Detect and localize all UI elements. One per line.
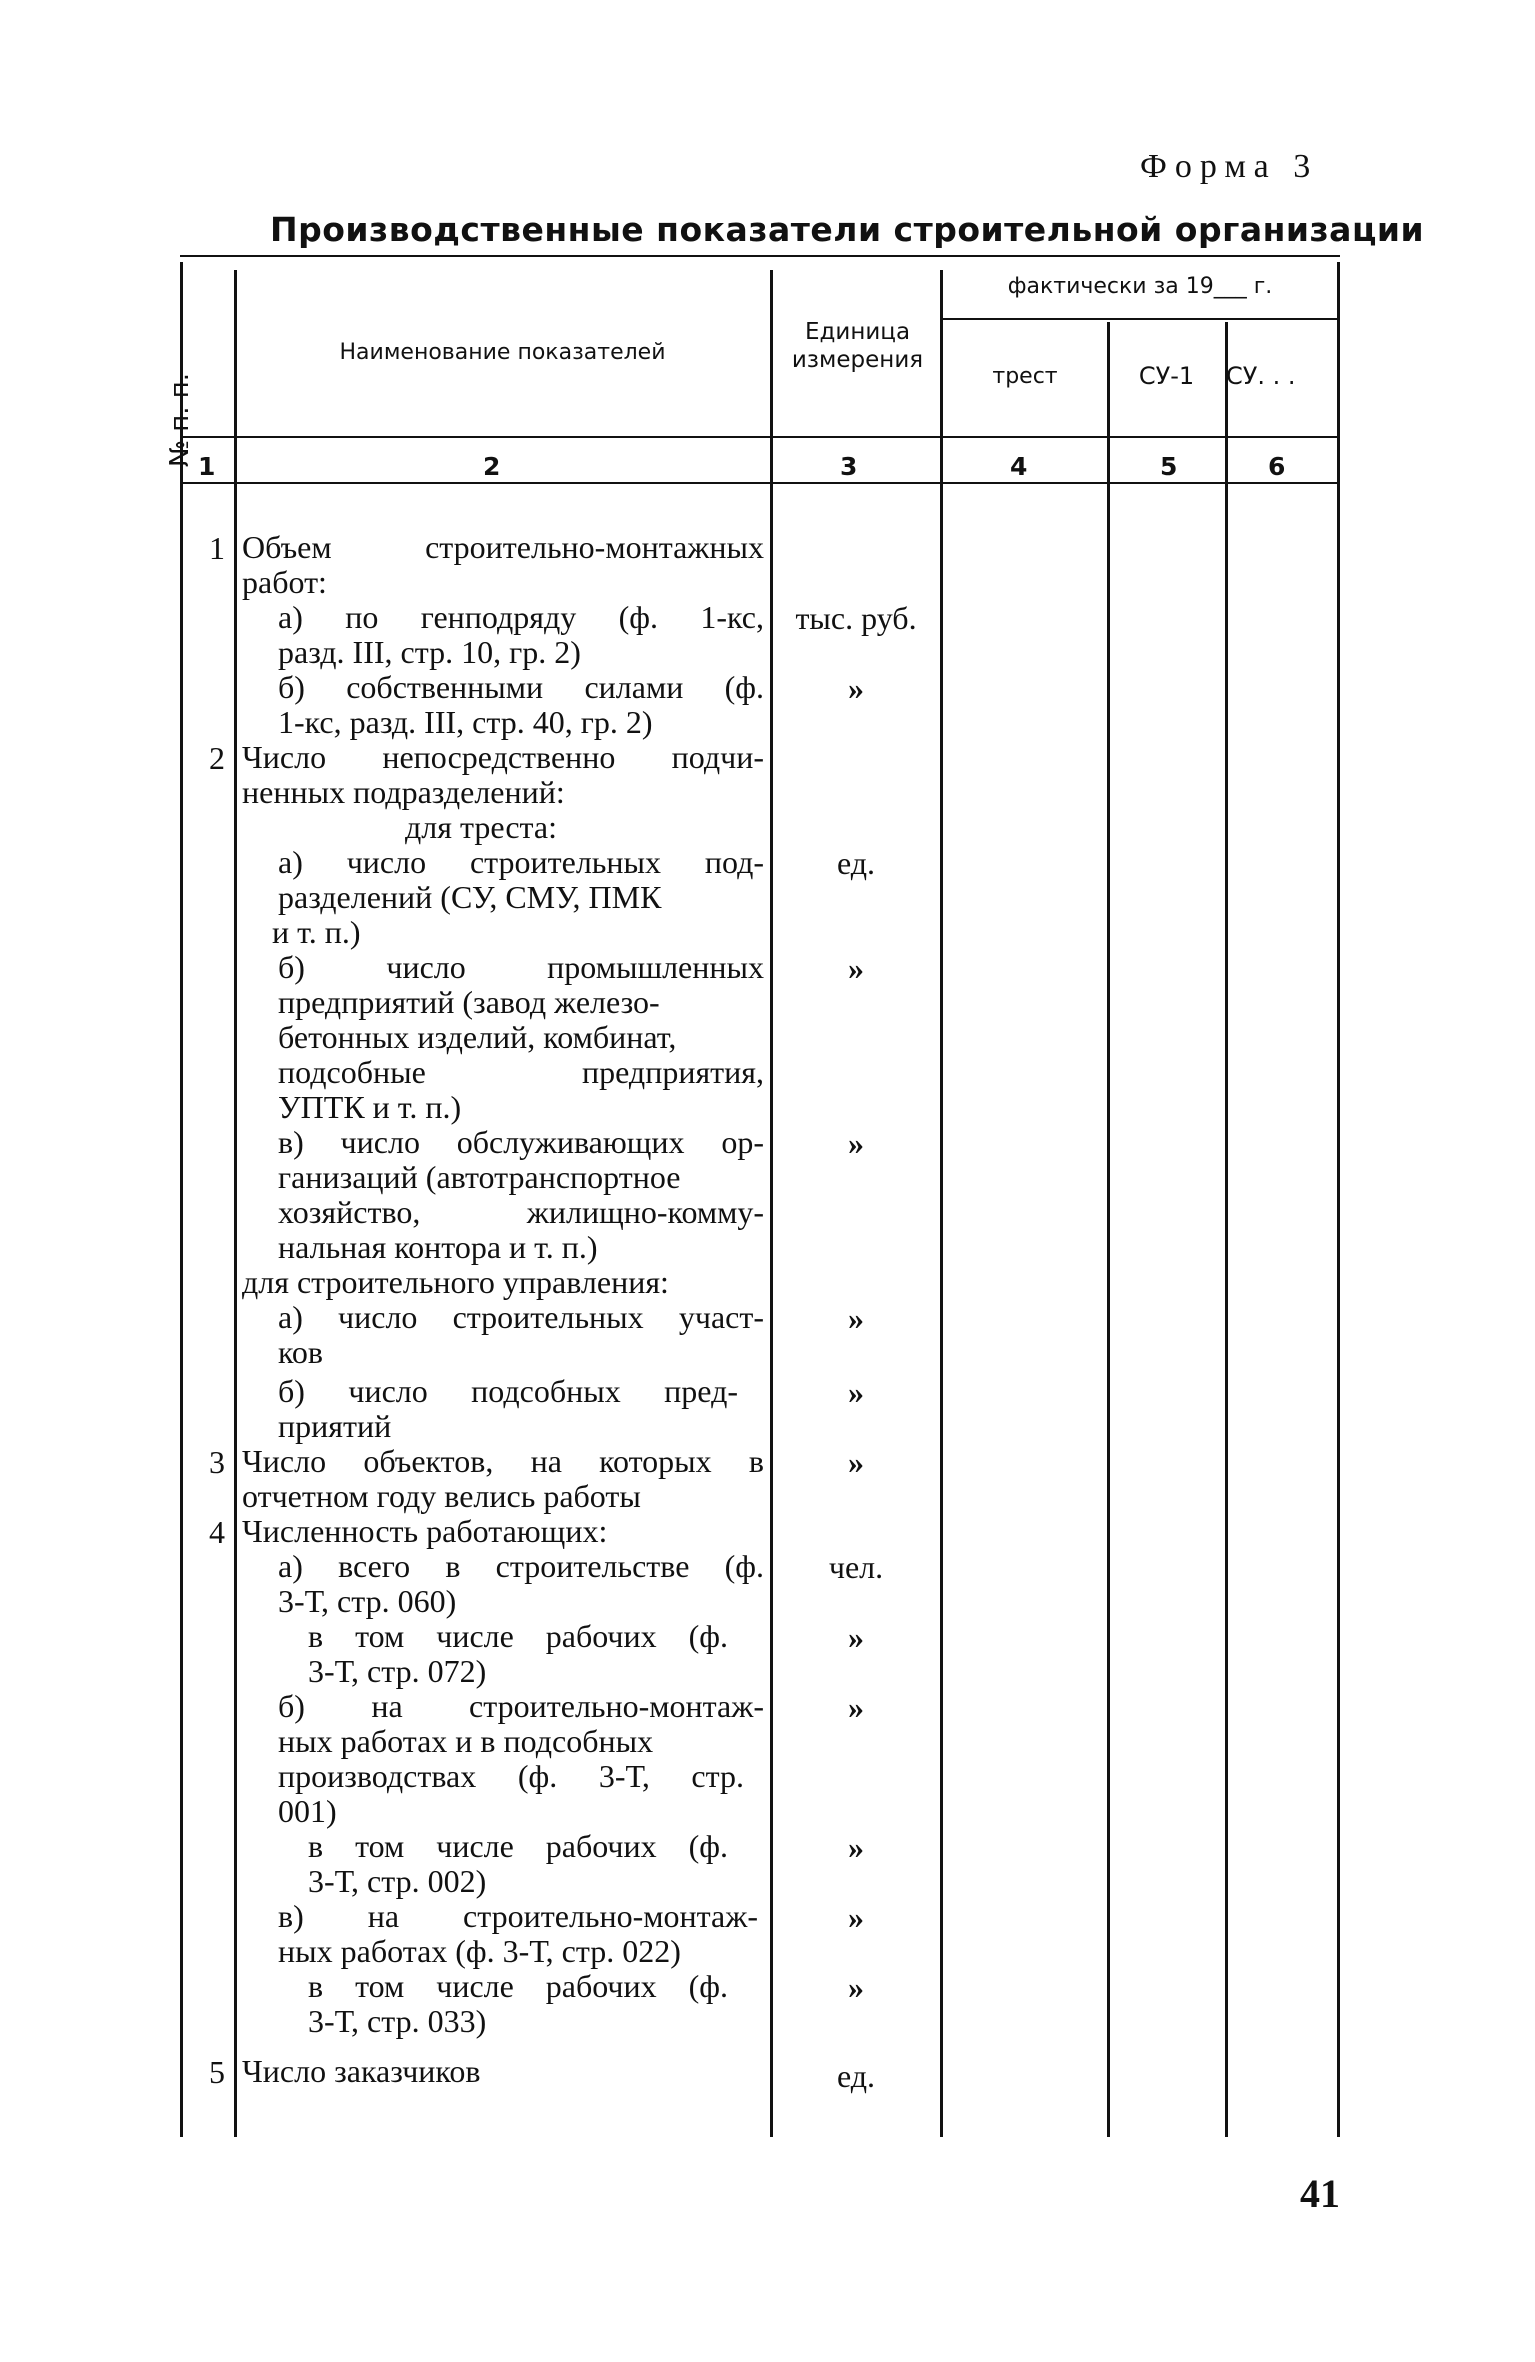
text-line: а) всего в строительстве (ф.: [278, 1548, 764, 1584]
header-name-col: Наименование показателей: [339, 340, 666, 365]
row-number: 1: [209, 530, 225, 566]
text-line: б) число промышленных: [278, 949, 764, 985]
unit-value: »: [848, 1829, 864, 1865]
text-line: 001): [278, 1793, 337, 1829]
text-line: работ:: [242, 564, 327, 600]
document-page: Форма 3 Производственные показатели строительной организации № п. п. Наименование показателей Единица измерения фактически за 19___ г. трест СУ-1 СУ. . . 1 2 3 4 5 6 1 2 3 4 5 Объем строительно-монтажных работ: а) по генподряду (ф. 1-кс, разд. III, стр. 10, гр. 2) б) собственными силами (ф. 1-кс, разд. III, стр. 40, гр. 2) Число непосредственно подчи- ненных подразделений: для треста: а) число строительных под- разделений (СУ, СМУ, ПМК и т. п.) б) число промышленных предприятий (завод железо- бетонных изделий, комбинат, подсобные предприятия, УПТК и т. п.) в) число обслуживающих ор- ганизаций (автотранспортное хозяйство, жилищно-комму- нальная контора и т. п.) для строительного управления: а) число строительных участ- ков б) число подсобных пред- приятий Число объектов, на которых в отчетном году велись работы Численность работающих: а) всего в строительстве (ф. 3-Т, стр. 060) в том числе рабочих (ф. 3-Т, стр. 072) б) на строительно-монтаж- ных работах и в подсобных производствах (ф. 3-Т, стр. 001) в том числе рабочих (ф. 3-Т, стр. 002) в) на строительно-монтаж- ных работах (ф. 3-Т, стр. 022) в том числе рабочих (ф. 3-Т, стр. 033) Число заказчиков тыс. руб. » ед. » » » » » чел. » » » » » ед. 41: [165, 148, 1425, 2216]
text-line: а) число строительных участ-: [278, 1299, 764, 1335]
page-number: 41: [1300, 2171, 1340, 2216]
text-line: в) на строительно-монтаж-: [278, 1898, 758, 1934]
unit-value: »: [848, 1969, 864, 2005]
text-line: ненных подразделений:: [242, 774, 565, 810]
unit-value: »: [848, 1125, 864, 1161]
row-number: 4: [209, 1514, 225, 1550]
text-line: 3-Т, стр. 060): [278, 1583, 457, 1619]
text-line: разделений (СУ, СМУ, ПМК: [278, 879, 662, 915]
header-trust: трест: [992, 364, 1058, 389]
col-divider-4: [1107, 322, 1110, 2137]
unit-value: »: [848, 1300, 864, 1336]
header-bottom-rule: [180, 436, 1337, 438]
col-divider-3: [940, 270, 943, 2137]
text-line: 1-кс, разд. III, стр. 40, гр. 2): [278, 704, 653, 740]
unit-value: тыс. руб.: [795, 600, 917, 636]
group-rule: [940, 318, 1337, 320]
text-line: б) число подсобных пред-: [278, 1373, 738, 1409]
text-line: а) по генподряду (ф. 1-кс,: [278, 599, 764, 635]
text-line: в том числе рабочих (ф.: [308, 1968, 728, 2004]
text-line: ганизаций (автотранспортное: [278, 1159, 681, 1195]
text-line: ков: [278, 1334, 324, 1370]
text-line: ных работах и в подсобных: [278, 1723, 654, 1759]
text-line: в) число обслуживающих ор-: [278, 1124, 764, 1160]
row-number: 5: [209, 2054, 225, 2090]
unit-value: »: [848, 1374, 864, 1410]
text-line: приятий: [278, 1408, 392, 1444]
text-line: Численность работающих:: [242, 1513, 608, 1549]
unit-value: »: [848, 1689, 864, 1725]
text-line: для строительного управления:: [242, 1264, 669, 1300]
text-line: бетонных изделий, комбинат,: [278, 1019, 677, 1055]
text-line: б) на строительно-монтаж-: [278, 1688, 764, 1724]
page-title: Производственные показатели строительной организации: [270, 210, 1425, 249]
unit-value: »: [848, 950, 864, 986]
col-number: 6: [1268, 452, 1286, 481]
unit-value: »: [848, 1899, 864, 1935]
header-actual-group: фактически за 19___ г.: [1007, 274, 1273, 299]
text-line: отчетном году велись работы: [242, 1478, 641, 1514]
col-divider-5: [1225, 322, 1228, 2137]
text-line: хозяйство, жилищно-комму-: [278, 1194, 764, 1230]
table-left-border: [180, 262, 183, 2137]
colnum-bottom-rule: [180, 482, 1337, 484]
unit-value: »: [848, 670, 864, 706]
text-line: для треста:: [405, 809, 558, 845]
row-number: 2: [209, 740, 225, 776]
text-line: 3-Т, стр. 033): [308, 2003, 487, 2039]
text-line: а) число строительных под-: [278, 844, 764, 880]
text-line: и т. п.): [272, 914, 361, 950]
table-right-border: [1337, 262, 1340, 2137]
text-line: УПТК и т. п.): [278, 1089, 462, 1125]
unit-value: чел.: [828, 1549, 884, 1585]
col-number: 4: [1010, 452, 1028, 481]
unit-value: ед.: [836, 2058, 876, 2094]
unit-value: ед.: [836, 845, 876, 881]
text-line: нальная контора и т. п.): [278, 1229, 598, 1265]
form-label: Форма 3: [1140, 148, 1319, 185]
text-line: в том числе рабочих (ф.: [308, 1828, 728, 1864]
col-number: 1: [198, 452, 216, 481]
text-line: предприятий (завод железо-: [278, 984, 660, 1020]
text-line: 3-Т, стр. 072): [308, 1653, 487, 1689]
text-line: Число заказчиков: [242, 2053, 481, 2089]
header-su1: СУ-1: [1138, 362, 1195, 390]
col-number: 3: [840, 452, 858, 481]
unit-value: »: [848, 1619, 864, 1655]
text-line: подсобные предприятия,: [278, 1054, 764, 1090]
text-line: 3-Т, стр. 002): [308, 1863, 487, 1899]
text-line: Число непосредственно подчи-: [242, 739, 764, 775]
unit-value: »: [848, 1444, 864, 1480]
text-line: разд. III, стр. 10, гр. 2): [278, 634, 581, 670]
col-number: 2: [483, 452, 501, 481]
text-line: б) собственными силами (ф.: [278, 669, 764, 705]
title-rule: [180, 255, 1340, 257]
text-line: Число объектов, на которых в: [242, 1443, 764, 1479]
col-divider-1: [234, 270, 237, 2137]
text-line: производствах (ф. 3-Т, стр.: [278, 1758, 744, 1794]
text-line: Объем строительно-монтажных: [242, 529, 764, 565]
text-line: ных работах (ф. 3-Т, стр. 022): [278, 1933, 681, 1969]
header-su-other: СУ. . .: [1226, 362, 1296, 390]
col-number: 5: [1160, 452, 1178, 481]
row-number: 3: [209, 1444, 225, 1480]
header-unit-col: Единица измерения: [791, 319, 924, 373]
text-line: в том числе рабочих (ф.: [308, 1618, 728, 1654]
